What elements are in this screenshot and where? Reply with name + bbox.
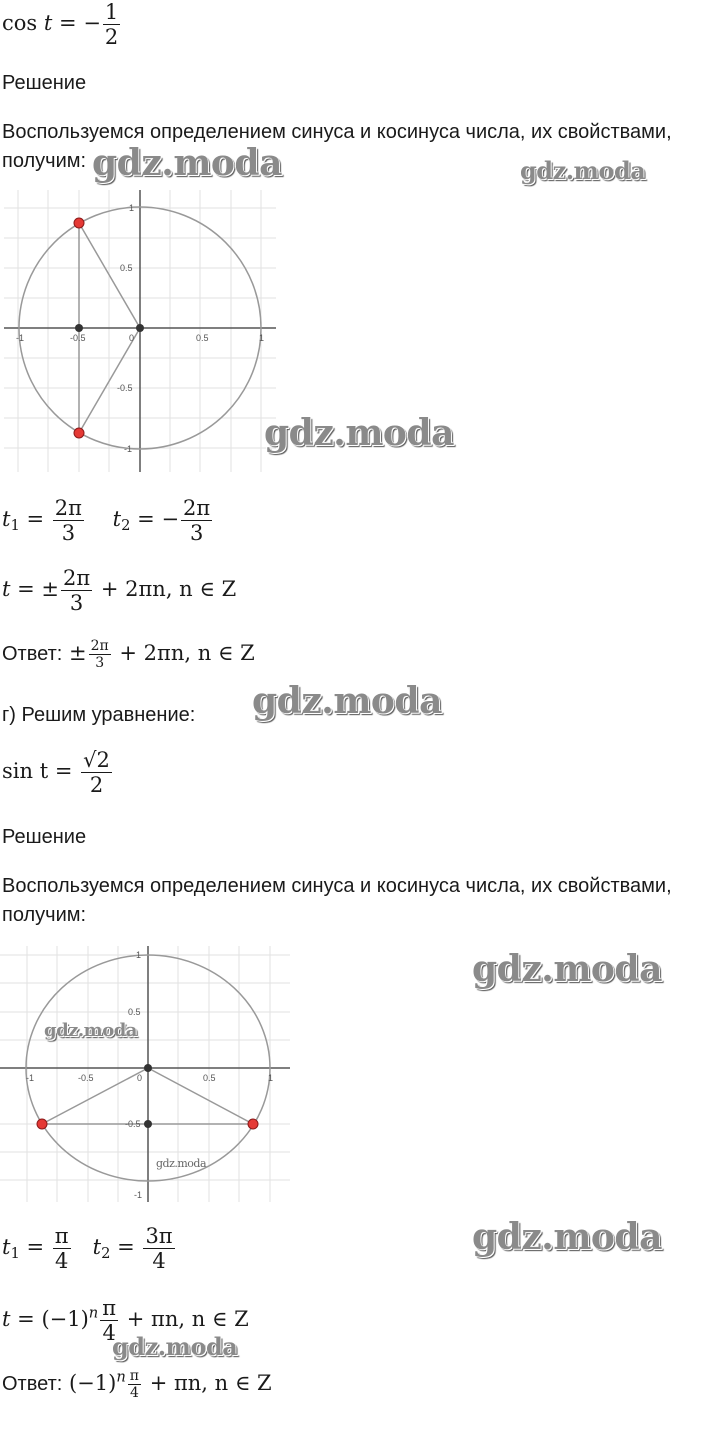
general-solution-sin: $t = (-1)^n$ $\frac{\pi}{4}$ + πn, n ∈ Z: [2, 1296, 249, 1346]
solution-heading: Решение: [2, 72, 87, 94]
watermark: gdz.moda: [264, 412, 454, 454]
watermark: gdz.moda: [520, 156, 646, 185]
fraction: $\frac{1}{2}$: [104, 0, 119, 50]
watermark: gdz.moda: [252, 680, 442, 722]
y-tick: 0.5: [120, 263, 133, 273]
roots-sin: $t_1$ = $\frac{\pi}{4}$ $t_2$ = $\frac{3\pi}{4}$: [2, 1224, 173, 1274]
point-origin: [136, 324, 144, 332]
point-minus-half: [144, 1120, 152, 1128]
x-tick: 0.5: [203, 1073, 216, 1083]
fraction: $\frac{2\pi}{3}$: [183, 496, 211, 546]
intro-line-1: Воспользуемся определением синуса и косинуса числа, их свойствами,: [2, 875, 672, 897]
fraction: $\frac{3\pi}{4}$: [145, 1224, 173, 1274]
x-tick: 1: [259, 333, 265, 343]
fraction: $\frac{2\pi}{3}$: [90, 638, 109, 672]
x-tick: -0.5: [78, 1073, 94, 1083]
fraction: $\frac{\pi}{4}$: [102, 1296, 117, 1346]
y-tick: 1: [129, 203, 135, 213]
x-tick: 1: [268, 1073, 274, 1083]
y-tick: -1: [134, 1190, 143, 1200]
intro-line-2: получим:: [2, 904, 87, 926]
x-tick: -0.5: [70, 333, 86, 343]
roots-cos: $t_1$ = $\frac{2\pi}{3}$ $t_2$ = − $\frac{2\pi}{3}$: [2, 496, 211, 546]
general-solution-cos: t = ± $\frac{2\pi}{3}$ + 2πn, n ∈ Z: [2, 566, 237, 616]
watermark: gdz.moda: [44, 1020, 137, 1041]
x-tick: 0: [137, 1073, 143, 1083]
fraction: $\frac{2\pi}{3}$: [63, 566, 91, 616]
watermark: gdz.moda: [156, 1157, 207, 1170]
point-minus-half: [75, 324, 83, 332]
x-tick: -1: [16, 333, 25, 343]
grid: [0, 946, 290, 1202]
unit-circle-graph-cos: [4, 190, 276, 472]
y-tick: -0.5: [125, 1119, 141, 1129]
watermark: gdz.moda: [112, 1332, 238, 1361]
y-tick: -1: [124, 444, 133, 454]
watermark: gdz.moda: [472, 1216, 662, 1258]
point-origin: [144, 1064, 152, 1072]
y-tick: 0.5: [128, 1007, 141, 1017]
equation-sin: sin t = $\frac{√2}{2}$: [2, 748, 110, 798]
answer-sin: Ответ: $(-1)^n$ $\frac{\pi}{4}$ + πn, n ∈ Z: [2, 1368, 272, 1402]
point-right: [248, 1119, 258, 1129]
y-tick: 1: [136, 950, 142, 960]
y-tick: -0.5: [117, 383, 133, 393]
watermark: gdz.moda: [92, 142, 282, 184]
x-tick: 0: [129, 333, 135, 343]
x-tick: -1: [26, 1073, 35, 1083]
unit-circle-graph-sin: [0, 946, 290, 1202]
intro-line-1: Воспользуемся определением синуса и косинуса числа, их свойствами,: [2, 121, 672, 143]
point-left: [37, 1119, 47, 1129]
point-lower: [74, 428, 84, 438]
fraction: $\frac{2\pi}{3}$: [54, 496, 82, 546]
fraction: $\frac{\pi}{4}$: [129, 1368, 139, 1402]
solution-heading: Решение: [2, 826, 87, 848]
fraction: $\frac{\pi}{4}$: [54, 1224, 69, 1274]
answer-cos: Ответ: ± $\frac{2\pi}{3}$ + 2πn, n ∈ Z: [2, 638, 255, 672]
part-g-heading: г) Решим уравнение:: [2, 704, 196, 726]
intro-line-2: получим:: [2, 150, 87, 172]
watermark: gdz.moda: [472, 948, 662, 990]
fraction: $\frac{√2}{2}$: [83, 748, 110, 798]
x-tick: 0.5: [196, 333, 209, 343]
point-upper: [74, 218, 84, 228]
equation-cos: cos t = − $\frac{1}{2}$: [2, 0, 119, 50]
